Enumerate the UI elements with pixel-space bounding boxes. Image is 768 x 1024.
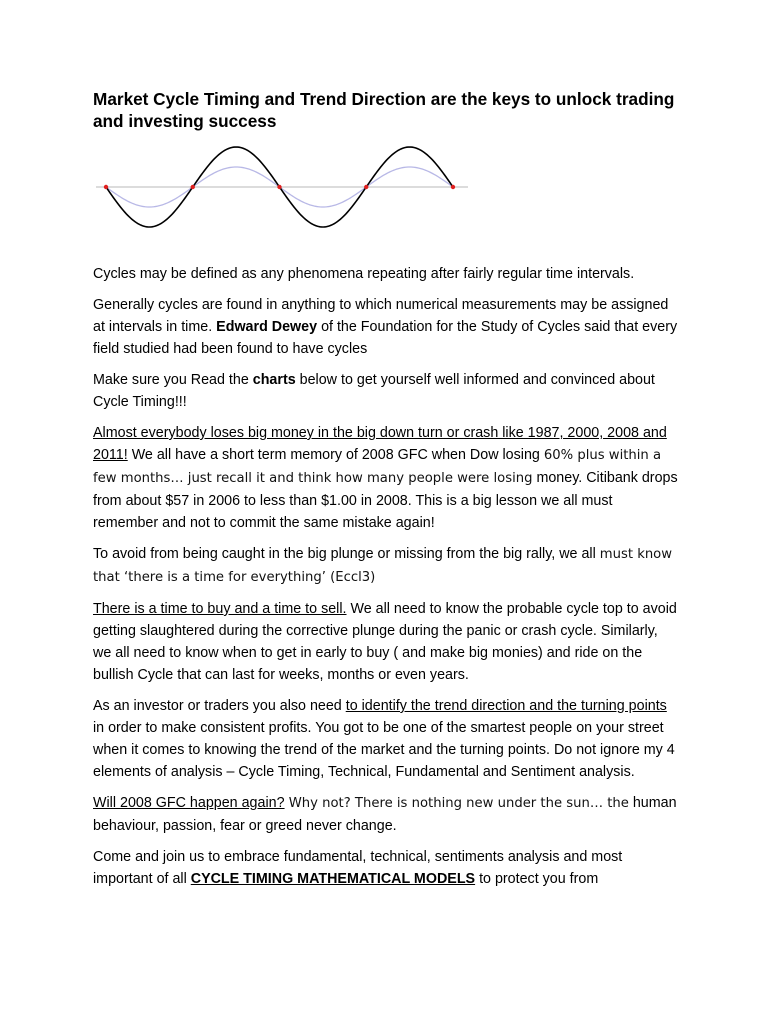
underlined-text: to identify the trend direction and the turning points — [345, 698, 667, 714]
paragraph-big-plunge — [93, 543, 678, 589]
paragraph-dewey — [93, 294, 678, 360]
paragraph-gfc-again — [93, 792, 678, 837]
paragraph-cycles-definition — [93, 263, 678, 285]
paragraph-text: As an investor or traders you also need — [93, 698, 346, 714]
paragraph-text: in order to make consistent profits. You got to be one of the smartest people on your street when it comes to knowing the trend of the market and the turning points. Do not ignore my 4 elements of analysis – Cycle Timing, Technical, Fundamental and Sentiment analysis. — [93, 720, 675, 780]
bold-name: Edward Dewey — [216, 319, 318, 335]
paragraph-text-alt-font: must know that ‘there is a time for everything’ (Eccl3) — [93, 547, 673, 585]
document-body — [93, 263, 678, 890]
paragraph-text: Make sure you Read the — [93, 372, 253, 388]
bold-keyword: charts — [252, 372, 296, 388]
paragraph-text-alt-font: 60% plus within a few months… just recall it and think how many people were losing — [93, 448, 662, 486]
paragraph-text: Generally cycles are found in anything to which numerical measurements may be assigned at intervals in time. — [93, 297, 669, 335]
paragraph-text: Come and join us to embrace fundamental, technical, sentiments analysis and most important of all — [93, 849, 623, 887]
paragraph-text: To avoid from being caught in the big plunge or missing from the big rally, we all — [93, 546, 600, 562]
paragraph-text: to protect you from — [475, 871, 599, 887]
document-page — [93, 88, 678, 899]
paragraph-trend-direction — [93, 695, 678, 783]
zero-crossing-marker — [277, 185, 281, 189]
paragraph-buy-sell — [93, 598, 678, 686]
underlined-text: There is a time to buy and a time to sell. — [93, 601, 347, 617]
paragraph-text: human behaviour, passion, fear or greed never change. — [93, 795, 677, 834]
zero-crossing-marker — [191, 185, 195, 189]
bold-underlined-text: CYCLE TIMING MATHEMATICAL MODELS — [190, 871, 476, 887]
zero-crossing-marker — [451, 185, 455, 189]
paragraph-text: of the Foundation for the Study of Cycles said that every field studied had been found to have cycles — [93, 319, 678, 357]
zero-crossing-marker — [364, 185, 368, 189]
paragraph-text: below to get yourself well informed and convinced about Cycle Timing!!! — [93, 372, 655, 410]
paragraph-text-alt-font: Why not? There is nothing new under the sun… the — [284, 796, 629, 811]
paragraph-text: Cycles may be defined as any phenomena repeating after fairly regular time intervals. — [93, 266, 635, 282]
paragraph-read-charts — [93, 369, 678, 413]
page-title: Market Cycle Timing and Trend Direction are the keys to unlock trading and investing success — [93, 89, 675, 131]
underlined-text: Will 2008 GFC happen again? — [93, 795, 285, 811]
underlined-text: Almost everybody loses big money in the big down turn or crash like 1987, 2000, 2008 and 2011! — [93, 425, 667, 463]
paragraph-crash-memory — [93, 422, 678, 534]
cycle-wave-figure — [93, 140, 473, 232]
paragraph-text: money. Citibank drops from about $57 in 2006 to less than $1.00 in 2008. This is a big lesson we all must remember and not to commit the same mistake again! — [93, 470, 678, 531]
zero-crossing-marker — [104, 185, 108, 189]
paragraph-join-us — [93, 846, 678, 890]
paragraph-text: We all have a short term memory of 2008 GFC when Dow losing — [127, 447, 544, 463]
paragraph-text: We all need to know the probable cycle top to avoid getting slaughtered during the corrective plunge during the panic or crash cycle. Similarly, we all need to know when to get in early to buy ( and make big monies) and ride on the bullish Cycle that can last for weeks, months or even years. — [93, 601, 677, 683]
